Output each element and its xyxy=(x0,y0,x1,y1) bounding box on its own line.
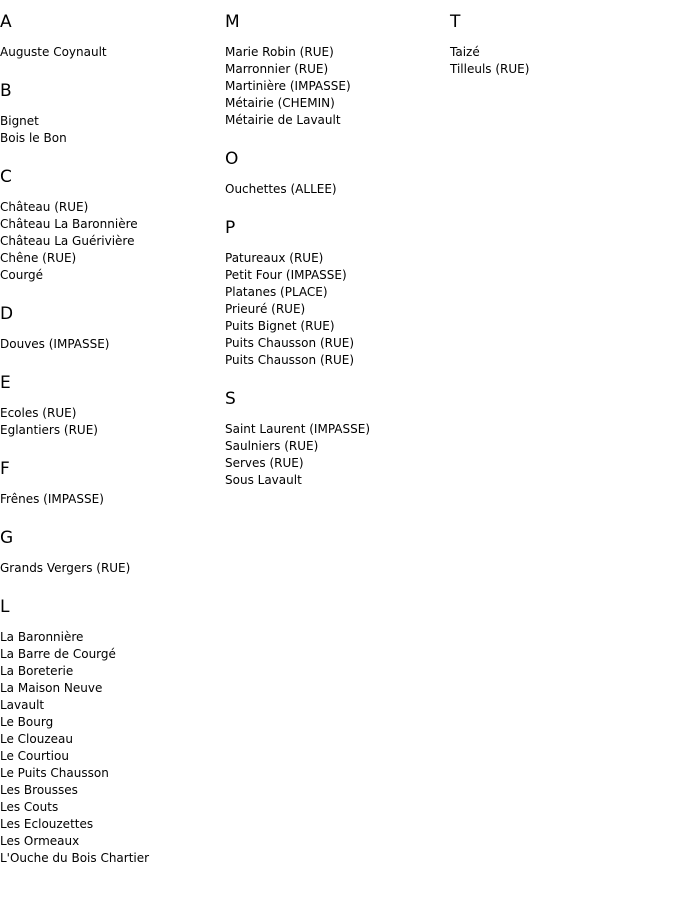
street-list xyxy=(0,44,225,61)
street-link[interactable]: Le Bourg xyxy=(0,715,54,729)
street-list xyxy=(450,44,675,78)
letter-section xyxy=(0,459,225,508)
section-letter-heading: A xyxy=(0,12,12,32)
section-letter-heading: F xyxy=(0,459,10,479)
street-link[interactable]: Puits Chausson (RUE) xyxy=(225,336,355,350)
letter-section xyxy=(225,218,450,369)
section-letter-heading: G xyxy=(0,528,14,548)
section-letter-heading: M xyxy=(225,12,240,32)
section-letter-heading: L xyxy=(0,597,10,617)
section-letter-heading: B xyxy=(0,81,12,101)
street-link[interactable]: La Boreterie xyxy=(0,664,74,678)
street-link[interactable]: Chêne (RUE) xyxy=(0,251,77,265)
street-link[interactable]: Marie Robin (RUE) xyxy=(225,45,334,59)
street-link[interactable]: Douves (IMPASSE) xyxy=(0,337,110,351)
street-list xyxy=(0,560,225,577)
street-list xyxy=(0,113,225,147)
street-link[interactable]: Courgé xyxy=(0,268,44,282)
street-list xyxy=(225,44,450,129)
street-link[interactable]: Saint Laurent (IMPASSE) xyxy=(225,422,371,436)
street-link[interactable]: Petit Four (IMPASSE) xyxy=(225,268,347,282)
street-list xyxy=(0,199,225,284)
street-link[interactable]: Château La Guérivière xyxy=(0,234,135,248)
section-letter-heading: S xyxy=(225,389,236,409)
letter-section xyxy=(0,81,225,147)
street-link[interactable]: Les Eclouzettes xyxy=(0,817,94,831)
street-link[interactable]: Métairie de Lavault xyxy=(225,113,341,127)
street-list xyxy=(0,629,225,867)
section-letter-heading: O xyxy=(225,149,239,169)
street-list xyxy=(225,421,450,489)
section-letter-heading: E xyxy=(0,373,11,393)
street-link[interactable]: L'Ouche du Bois Chartier xyxy=(0,851,150,865)
street-list xyxy=(225,250,450,369)
street-link[interactable]: Prieuré (RUE) xyxy=(225,302,306,316)
street-link[interactable]: Puits Bignet (RUE) xyxy=(225,319,335,333)
street-link[interactable]: Les Brousses xyxy=(0,783,78,797)
street-link[interactable]: La Barre de Courgé xyxy=(0,647,116,661)
street-link[interactable]: Château (RUE) xyxy=(0,200,89,214)
street-link[interactable]: Ouchettes (ALLEE) xyxy=(225,182,337,196)
street-list xyxy=(0,491,225,508)
street-link[interactable]: Marronnier (RUE) xyxy=(225,62,329,76)
street-link[interactable]: Auguste Coynault xyxy=(0,45,107,59)
section-letter-heading: C xyxy=(0,167,12,187)
street-link[interactable]: Lavault xyxy=(0,698,45,712)
letter-section xyxy=(0,528,225,577)
letter-section xyxy=(225,149,450,198)
letter-section xyxy=(0,597,225,867)
letter-section xyxy=(450,12,675,78)
street-index-column-2 xyxy=(225,0,450,509)
street-link[interactable]: Patureaux (RUE) xyxy=(225,251,324,265)
letter-section xyxy=(0,304,225,353)
street-link[interactable]: Le Clouzeau xyxy=(0,732,73,746)
section-letter-heading: D xyxy=(0,304,14,324)
street-link[interactable]: Grands Vergers (RUE) xyxy=(0,561,131,575)
street-index-column-1 xyxy=(0,0,225,887)
street-list xyxy=(0,336,225,353)
street-link[interactable]: Les Couts xyxy=(0,800,59,814)
street-link[interactable]: Saulniers (RUE) xyxy=(225,439,319,453)
street-link[interactable]: La Maison Neuve xyxy=(0,681,103,695)
street-link[interactable]: Le Courtiou xyxy=(0,749,69,763)
street-link[interactable]: Puits Chausson (RUE) xyxy=(225,353,355,367)
street-link[interactable]: Martinière (IMPASSE) xyxy=(225,79,351,93)
letter-section xyxy=(225,12,450,129)
letter-section xyxy=(0,12,225,61)
street-link[interactable]: Frênes (IMPASSE) xyxy=(0,492,104,506)
street-link[interactable]: Platanes (PLACE) xyxy=(225,285,328,299)
street-link[interactable]: Taizé xyxy=(450,45,480,59)
street-link[interactable]: Le Puits Chausson xyxy=(0,766,109,780)
street-link[interactable]: Eglantiers (RUE) xyxy=(0,423,98,437)
street-link[interactable]: La Baronnière xyxy=(0,630,84,644)
street-link[interactable]: Serves (RUE) xyxy=(225,456,304,470)
street-link[interactable]: Château La Baronnière xyxy=(0,217,138,231)
street-link[interactable]: Les Ormeaux xyxy=(0,834,80,848)
street-link[interactable]: Ecoles (RUE) xyxy=(0,406,77,420)
street-list xyxy=(0,405,225,439)
section-letter-heading: P xyxy=(225,218,236,238)
street-link[interactable]: Bois le Bon xyxy=(0,131,67,145)
street-index-column-3 xyxy=(450,0,675,98)
street-link[interactable]: Bignet xyxy=(0,114,39,128)
street-link[interactable]: Sous Lavault xyxy=(225,473,302,487)
street-link[interactable]: Tilleuls (RUE) xyxy=(450,62,530,76)
section-letter-heading: T xyxy=(450,12,461,32)
letter-section xyxy=(225,389,450,489)
street-link[interactable]: Métairie (CHEMIN) xyxy=(225,96,335,110)
letter-section xyxy=(0,167,225,284)
letter-section xyxy=(0,373,225,439)
street-list xyxy=(225,181,450,198)
